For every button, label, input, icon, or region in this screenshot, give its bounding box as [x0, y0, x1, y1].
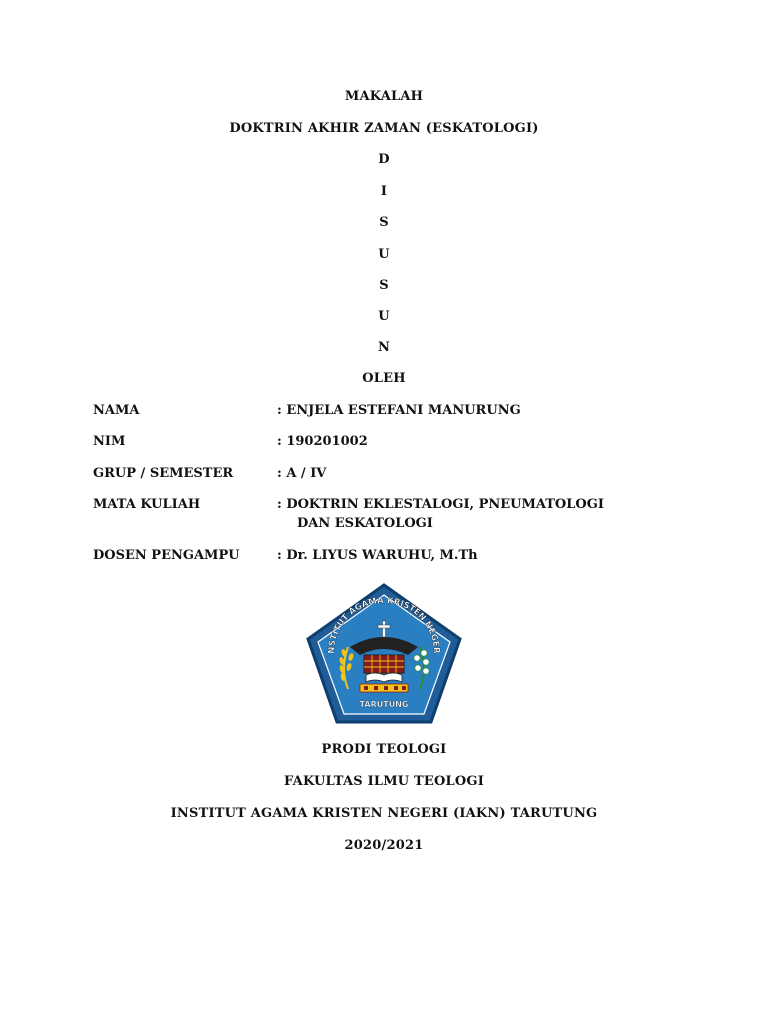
vertical-letter: U — [378, 309, 390, 324]
mata-kuliah-value: : DOKTRIN EKLESTALOGI, PNEUMATOLOGI — [277, 497, 604, 512]
nim-label: NIM — [93, 434, 126, 449]
nama-value: : ENJELA ESTEFANI MANURUNG — [277, 403, 521, 418]
dosen-label: DOSEN PENGAMPU — [93, 548, 240, 563]
nama-label: NAMA — [93, 403, 140, 418]
iakn-logo — [304, 581, 464, 726]
mata-kuliah-value-cont: DAN ESKATOLOGI — [297, 516, 433, 531]
year-label: 2020/2021 — [344, 838, 424, 853]
grup-value: : A / IV — [277, 466, 327, 481]
vertical-letter: S — [379, 278, 389, 293]
vertical-letter: S — [379, 215, 389, 230]
institut-label: INSTITUT AGAMA KRISTEN NEGERI (IAKN) TARUTUNG — [170, 806, 598, 821]
grup-label: GRUP / SEMESTER — [93, 466, 234, 481]
document-type: MAKALAH — [344, 89, 424, 104]
document-title: DOKTRIN AKHIR ZAMAN (ESKATOLOGI) — [229, 121, 539, 136]
fakultas-label: FAKULTAS ILMU TEOLOGI — [284, 774, 484, 789]
logo-bottom-text: TARUTUNG — [359, 700, 409, 709]
logo-arc-text: NSTITUT AGAMA KRISTEN NEGER — [326, 595, 442, 654]
vertical-letter: D — [378, 152, 390, 167]
house-body-icon — [364, 655, 404, 673]
prodi-label: PRODI TEOLOGI — [321, 742, 447, 757]
nim-value: : 190201002 — [277, 434, 368, 449]
vertical-letter: U — [378, 247, 390, 262]
dosen-value: : Dr. LIYUS WARUHU, M.Th — [277, 548, 478, 563]
oleh-label: OLEH — [362, 371, 406, 386]
cross-icon — [383, 621, 386, 637]
vertical-letter: N — [377, 340, 391, 355]
mata-kuliah-label: MATA KULIAH — [93, 497, 201, 512]
vertical-letter: I — [380, 184, 388, 199]
